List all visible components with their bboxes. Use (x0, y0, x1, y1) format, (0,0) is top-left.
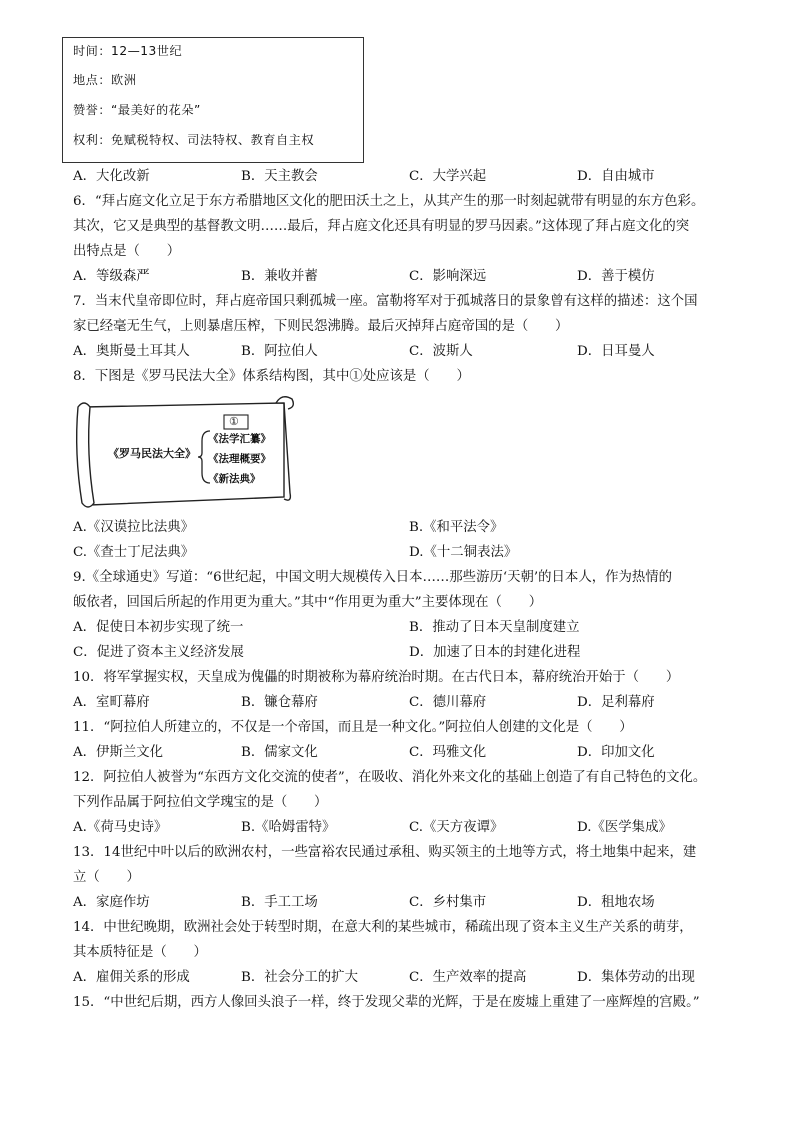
scroll-item-digest: 《法学汇纂》 (208, 433, 271, 445)
q6-option-d[interactable]: D．善于模仿 (577, 269, 655, 284)
q15-stem-line1: 15．“中世纪后期，西方人像回头浪子一样，终于发现父辈的光辉，于是在废墟上重建了一座辉煌的宫殿。” (73, 995, 700, 1010)
scroll-item-blank: ① (229, 415, 239, 428)
q9-stem-line2: 皈依者，回国后所起的作用更为重大。”其中“作用更为重大”主要体现在（ ） (73, 595, 543, 610)
q10-option-b[interactable]: B．镰仓幕府 (241, 695, 318, 710)
q11-option-d[interactable]: D．印加文化 (577, 745, 655, 760)
q14-option-a[interactable]: A．雇佣关系的形成 (73, 970, 190, 985)
q6-stem-line3: 出特点是（ ） (73, 244, 181, 259)
q10-stem-line1: 10．将军掌握实权，天皇成为傀儡的时期被称为幕府统治时期。在古代日本，幕府统治开始于（ ） (73, 670, 680, 685)
q8-stem-line1: 8．下图是《罗马民法大全》体系结构图，其中①处应该是（ ） (73, 369, 470, 384)
q13-stem-line2: 立（ ） (73, 870, 140, 885)
q5-option-d[interactable]: D．自由城市 (577, 169, 655, 184)
q13-option-c[interactable]: C．乡村集市 (409, 895, 487, 910)
q8-option-d[interactable]: D.《十二铜表法》 (409, 545, 518, 560)
q10-option-a[interactable]: A．室町幕府 (73, 695, 150, 710)
q5-option-c[interactable]: C．大学兴起 (409, 169, 487, 184)
q14-option-c[interactable]: C．生产效率的提高 (409, 970, 527, 985)
q12-option-a[interactable]: A.《荷马史诗》 (73, 820, 168, 835)
q8-option-c[interactable]: C.《查士丁尼法典》 (73, 545, 195, 560)
q5-option-a[interactable]: A．大化改新 (73, 169, 150, 184)
scroll-item-institutes: 《法理概要》 (208, 453, 271, 465)
q14-stem-line2: 其本质特征是（ ） (73, 945, 207, 960)
q8-option-a[interactable]: A.《汉谟拉比法典》 (73, 520, 195, 535)
q12-option-c[interactable]: C.《天方夜谭》 (409, 820, 504, 835)
q9-option-b[interactable]: B．推动了日本天皇制度建立 (409, 620, 580, 635)
q7-stem-line1: 7．当末代皇帝即位时，拜占庭帝国只剩孤城一座。富勒将军对于孤城落日的景象曾有这样的描述：这个国 (73, 294, 698, 309)
q7-option-b[interactable]: B．阿拉伯人 (241, 344, 318, 359)
info-box (62, 37, 364, 163)
info-praise: 赞誉：“最美好的花朵” (73, 103, 201, 117)
q12-option-b[interactable]: B.《哈姆雷特》 (241, 820, 336, 835)
q5-option-b[interactable]: B．天主教会 (241, 169, 318, 184)
q13-stem-line1: 13．14世纪中叶以后的欧洲农村，一些富裕农民通过承租、购买领主的土地等方式，将土地集中起来，建 (73, 845, 697, 860)
q11-option-c[interactable]: C．玛雅文化 (409, 745, 487, 760)
q9-option-c[interactable]: C．促进了资本主义经济发展 (73, 645, 244, 660)
q9-stem-line1: 9.《全球通史》写道：“6世纪起，中国文明大规模传入日本……那些游历‘天朝’的日本人，作为热情的 (73, 570, 673, 585)
info-time: 时间：12—13世纪 (73, 44, 183, 58)
info-place: 地点：欧洲 (73, 73, 137, 87)
q7-option-c[interactable]: C．波斯人 (409, 344, 473, 359)
q9-option-a[interactable]: A．促使日本初步实现了统一 (73, 620, 244, 635)
q11-option-a[interactable]: A．伊斯兰文化 (73, 745, 164, 760)
q11-option-b[interactable]: B．儒家文化 (241, 745, 318, 760)
q7-option-a[interactable]: A．奥斯曼土耳其人 (73, 344, 190, 359)
info-rights: 权利：免赋税特权、司法特权、教育自主权 (73, 133, 315, 147)
q13-option-a[interactable]: A．家庭作坊 (73, 895, 150, 910)
q6-option-b[interactable]: B．兼收并蓄 (241, 269, 318, 284)
q6-option-c[interactable]: C．影响深远 (409, 269, 487, 284)
q10-option-d[interactable]: D．足利幕府 (577, 695, 655, 710)
q12-stem-line2: 下列作品属于阿拉伯文学瑰宝的是（ ） (73, 795, 328, 810)
q10-option-c[interactable]: C．德川幕府 (409, 695, 487, 710)
scroll-item-novels: 《新法典》 (208, 473, 261, 485)
roman-law-scroll-diagram (70, 393, 300, 515)
q11-stem-line1: 11．“阿拉伯人所建立的，不仅是一个帝国，而且是一种文化。”阿拉伯人创建的文化是（ ） (73, 720, 633, 735)
q6-option-a[interactable]: A．等级森严 (73, 269, 150, 284)
q12-stem-line1: 12．阿拉伯人被誉为“东西方文化交流的使者”，在吸收、消化外来文化的基础上创造了有自己特色的文化。 (73, 770, 707, 785)
q7-stem-line2: 家已经毫无生气，上则暴虐压榨，下则民怨沸腾。最后灭掉拜占庭帝国的是（ ） (73, 319, 569, 334)
q7-option-d[interactable]: D．日耳曼人 (577, 344, 655, 359)
q14-option-b[interactable]: B．社会分工的扩大 (241, 970, 358, 985)
scroll-title: 《罗马民法大全》 (108, 447, 196, 460)
q12-option-d[interactable]: D.《医学集成》 (577, 820, 672, 835)
q8-option-b[interactable]: B.《和平法令》 (409, 520, 504, 535)
q14-stem-line1: 14．中世纪晚期，欧洲社会处于转型时期，在意大利的某些城市，稀疏出现了资本主义生产关系的萌芽， (73, 920, 693, 935)
q6-stem-line1: 6．“拜占庭文化立足于东方希腊地区文化的肥田沃土之上，从其产生的那一时刻起就带有明显的东方色彩。 (73, 194, 705, 209)
q6-stem-line2: 其次，它又是典型的基督教文明……最后，拜占庭文化还具有明显的罗马因素。”这体现了拜占庭文化的突 (73, 219, 690, 234)
q9-option-d[interactable]: D．加速了日本的封建化进程 (409, 645, 581, 660)
q13-option-b[interactable]: B．手工工场 (241, 895, 318, 910)
q13-option-d[interactable]: D．租地农场 (577, 895, 655, 910)
q14-option-d[interactable]: D．集体劳动的出现 (577, 970, 695, 985)
